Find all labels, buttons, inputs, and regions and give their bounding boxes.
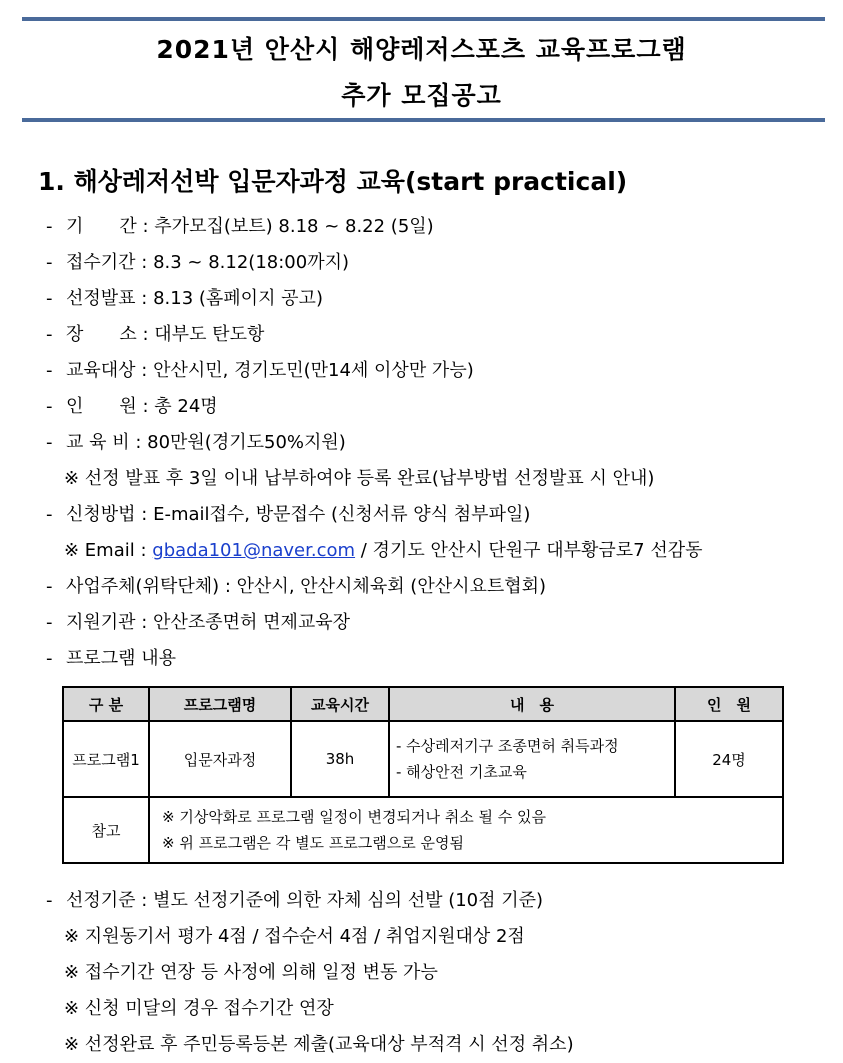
info-operator: - 사업주체(위탁단체) : 안산시, 안산시체육회 (안산시요트협회) bbox=[46, 576, 547, 597]
col-category: 구 분 bbox=[63, 687, 149, 721]
cell-note-label: 참고 bbox=[63, 797, 149, 863]
top-rule bbox=[22, 17, 825, 21]
cell-category: 프로그램1 bbox=[63, 721, 149, 797]
info-program: - 프로그램 내용 bbox=[46, 648, 177, 669]
criteria-note: ※ 신청 미달의 경우 접수기간 연장 bbox=[64, 998, 334, 1019]
info-headcount: - 인 원 : 총 24명 bbox=[46, 396, 218, 417]
info-fee: - 교 육 비 : 80만원(경기도50%지원) bbox=[46, 432, 346, 453]
program-table bbox=[62, 686, 784, 864]
criteria-note: ※ 선정완료 후 주민등록등본 제출(교육대상 부적격 시 선정 취소) bbox=[64, 1034, 574, 1055]
col-content: 내 용 bbox=[389, 687, 675, 721]
cell-notes: ※ 기상악화로 프로그램 일정이 변경되거나 취소 될 수 있음 ※ 위 프로그램은 각 별도 프로그램으로 운영됨 bbox=[149, 797, 783, 863]
cell-content: - 수상레저기구 조종면허 취득과정 - 해상안전 기초교육 bbox=[389, 721, 675, 797]
info-reception: - 접수기간 : 8.3 ~ 8.12(18:00까지) bbox=[46, 252, 350, 273]
cell-name: 입문자과정 bbox=[149, 721, 291, 797]
table-header-row bbox=[63, 687, 783, 721]
bottom-rule bbox=[22, 118, 825, 122]
info-period: - 기 간 : 추가모집(보트) 8.18 ~ 8.22 (5일) bbox=[46, 216, 434, 237]
info-announcement: - 선정발표 : 8.13 (홈페이지 공고) bbox=[46, 288, 323, 309]
info-criteria: - 선정기준 : 별도 선정기준에 의한 자체 심의 선발 (10점 기준) bbox=[46, 890, 544, 911]
criteria-note: ※ 지원동기서 평가 4점 / 접수순서 4점 / 취업지원대상 2점 bbox=[64, 926, 525, 947]
col-hours: 교육시간 bbox=[291, 687, 389, 721]
cell-hours: 38h bbox=[291, 721, 389, 797]
info-support: - 지원기관 : 안산조종면허 면제교육장 bbox=[46, 612, 351, 633]
cell-count: 24명 bbox=[675, 721, 783, 797]
email-link[interactable]: gbada101@naver.com bbox=[152, 540, 356, 561]
criteria-note: ※ 접수기간 연장 등 사정에 의해 일정 변동 가능 bbox=[64, 962, 438, 983]
page-subtitle: 추가 모집공고 bbox=[341, 81, 502, 110]
info-apply: - 신청방법 : E-mail접수, 방문접수 (신청서류 양식 첨부파일) bbox=[46, 504, 531, 525]
col-count: 인 원 bbox=[675, 687, 783, 721]
page-title: 2021년 안산시 해양레저스포츠 교육프로그램 bbox=[156, 35, 687, 64]
info-place: - 장 소 : 대부도 탄도항 bbox=[46, 324, 265, 345]
email-line: ※ Email : gbada101@naver.com / 경기도 안산시 단원구 대부황금로7 선감동 bbox=[64, 540, 703, 561]
section-heading: 1. 해상레저선박 입문자과정 교육(start practical) bbox=[38, 167, 628, 196]
col-name: 프로그램명 bbox=[149, 687, 291, 721]
table-row bbox=[63, 721, 783, 797]
info-target: - 교육대상 : 안산시민, 경기도민(만14세 이상만 가능) bbox=[46, 360, 474, 381]
table-note-row bbox=[63, 797, 783, 863]
fee-note: ※ 선정 발표 후 3일 이내 납부하여야 등록 완료(납부방법 선정발표 시 안내) bbox=[64, 468, 655, 489]
